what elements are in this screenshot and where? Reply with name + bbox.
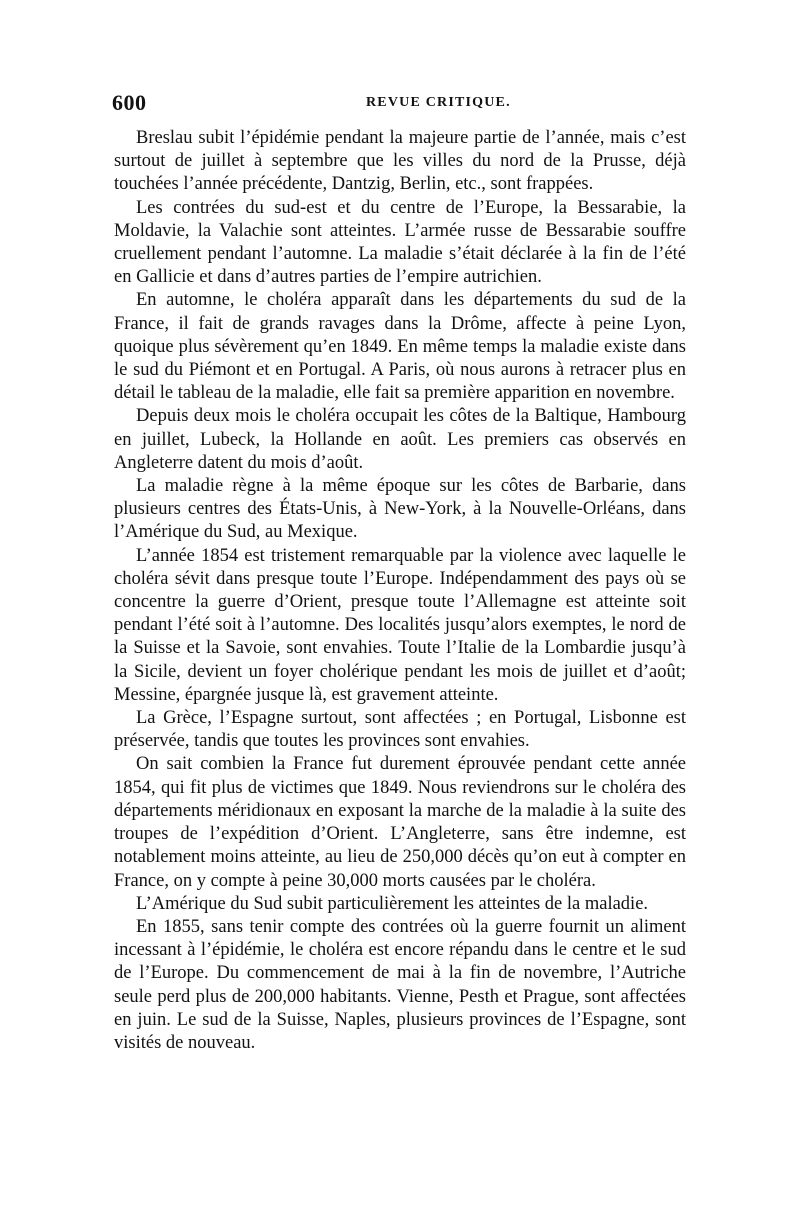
page-header <box>112 90 692 120</box>
page-number: 600 <box>112 90 147 115</box>
paragraph-annee-1854: L’année 1854 est tristement remarquable par la violence avec laquelle le choléra sévit dans presque toute l’Europe. Indépendamment des pays où se concentre la guerre d’Orient, presque toute l’Allemagne est atteinte soit pendant l’été soit à l’automne. Des localités jusqu’alors exemptes, le nord de la Suisse et la Savoie, sont envahies. Toute l’Italie de la Lombardie jusqu’à la Sicile, devient un foyer cholérique pendant les mois de juillet et d’août; Messine, épargnée jusque là, est gravement atteinte. <box>114 545 686 705</box>
paragraph-amerique-sud: L’Amérique du Sud subit particulièrement les atteintes de la maladie. <box>136 893 649 914</box>
paragraph-europe-sud-est: Les contrées du sud-est et du centre de l’Europe, la Bessarabie, la Moldavie, la Valachie sont atteintes. L’armée russe de Bessarabie souffre cruellement pendant l’automne. La maladie s’était déclarée à la fin de l’été en Gallicie et dans d’autres parties de l’empire autrichien. <box>114 197 686 288</box>
running-head: REVUE CRITIQUE. <box>366 95 511 110</box>
paragraph-annee-1855: En 1855, sans tenir compte des contrées où la guerre fournit un aliment incessant à l’épidémie, le choléra est encore répandu dans le centre et le sud de l’Europe. Du commencement de mai à la fin de novembre, l’Autriche seule perd plus de 200,000 habitants. Vienne, Pesth et Prague, sont affectées en juin. Le sud de la Suisse, Naples, plusieurs provinces de l’Espagne, sont visités de nouveau. <box>114 916 686 1053</box>
paragraph-automne-france: En automne, le choléra apparaît dans les départements du sud de la France, il fait de grands ravages dans la Drôme, affecte à peine Lyon, quoique plus sévèrement qu’en 1849. En même temps la maladie existe dans le sud du Piémont et en Portugal. A Paris, où nous aurons à retracer plus en détail le tableau de la maladie, elle fait sa première apparition en novembre. <box>114 290 686 404</box>
paragraph-grece-espagne: La Grèce, l’Espagne surtout, sont affectées ; en Portugal, Lisbonne est préservée, tandis que toutes les provinces sont envahies. <box>114 708 686 752</box>
body-text <box>114 127 686 1055</box>
paragraph-baltique: Depuis deux mois le choléra occupait les côtes de la Baltique, Hambourg en juillet, Lubeck, la Hollande en août. Les premiers cas observés en Angleterre datent du mois d’août. <box>114 406 686 473</box>
paragraph-breslau: Breslau subit l’épidémie pendant la majeure partie de l’année, mais c’est surtout de juillet à septembre que les villes du nord de la Prusse, déjà touchées l’année précédente, Dantzig, Berlin, etc., sont frappées. <box>114 128 686 195</box>
paragraph-barbarie: La maladie règne à la même époque sur les côtes de Barbarie, dans plusieurs centres des États-Unis, à New-York, à la Nouvelle-Orléans, dans l’Amérique du Sud, au Mexique. <box>114 476 686 543</box>
paragraph-france-1854: On sait combien la France fut durement éprouvée pendant cette année 1854, qui fit plus de victimes que 1849. Nous reviendrons sur le choléra des départements méridionaux en exposant la marche de la maladie à la suite des troupes de l’expédition d’Orient. L’Angleterre, sans être indemne, est notablement moins atteinte, au lieu de 250,000 décès qu’on eut à compter en France, on y compte à peine 30,000 morts causées par le choléra. <box>114 754 686 891</box>
